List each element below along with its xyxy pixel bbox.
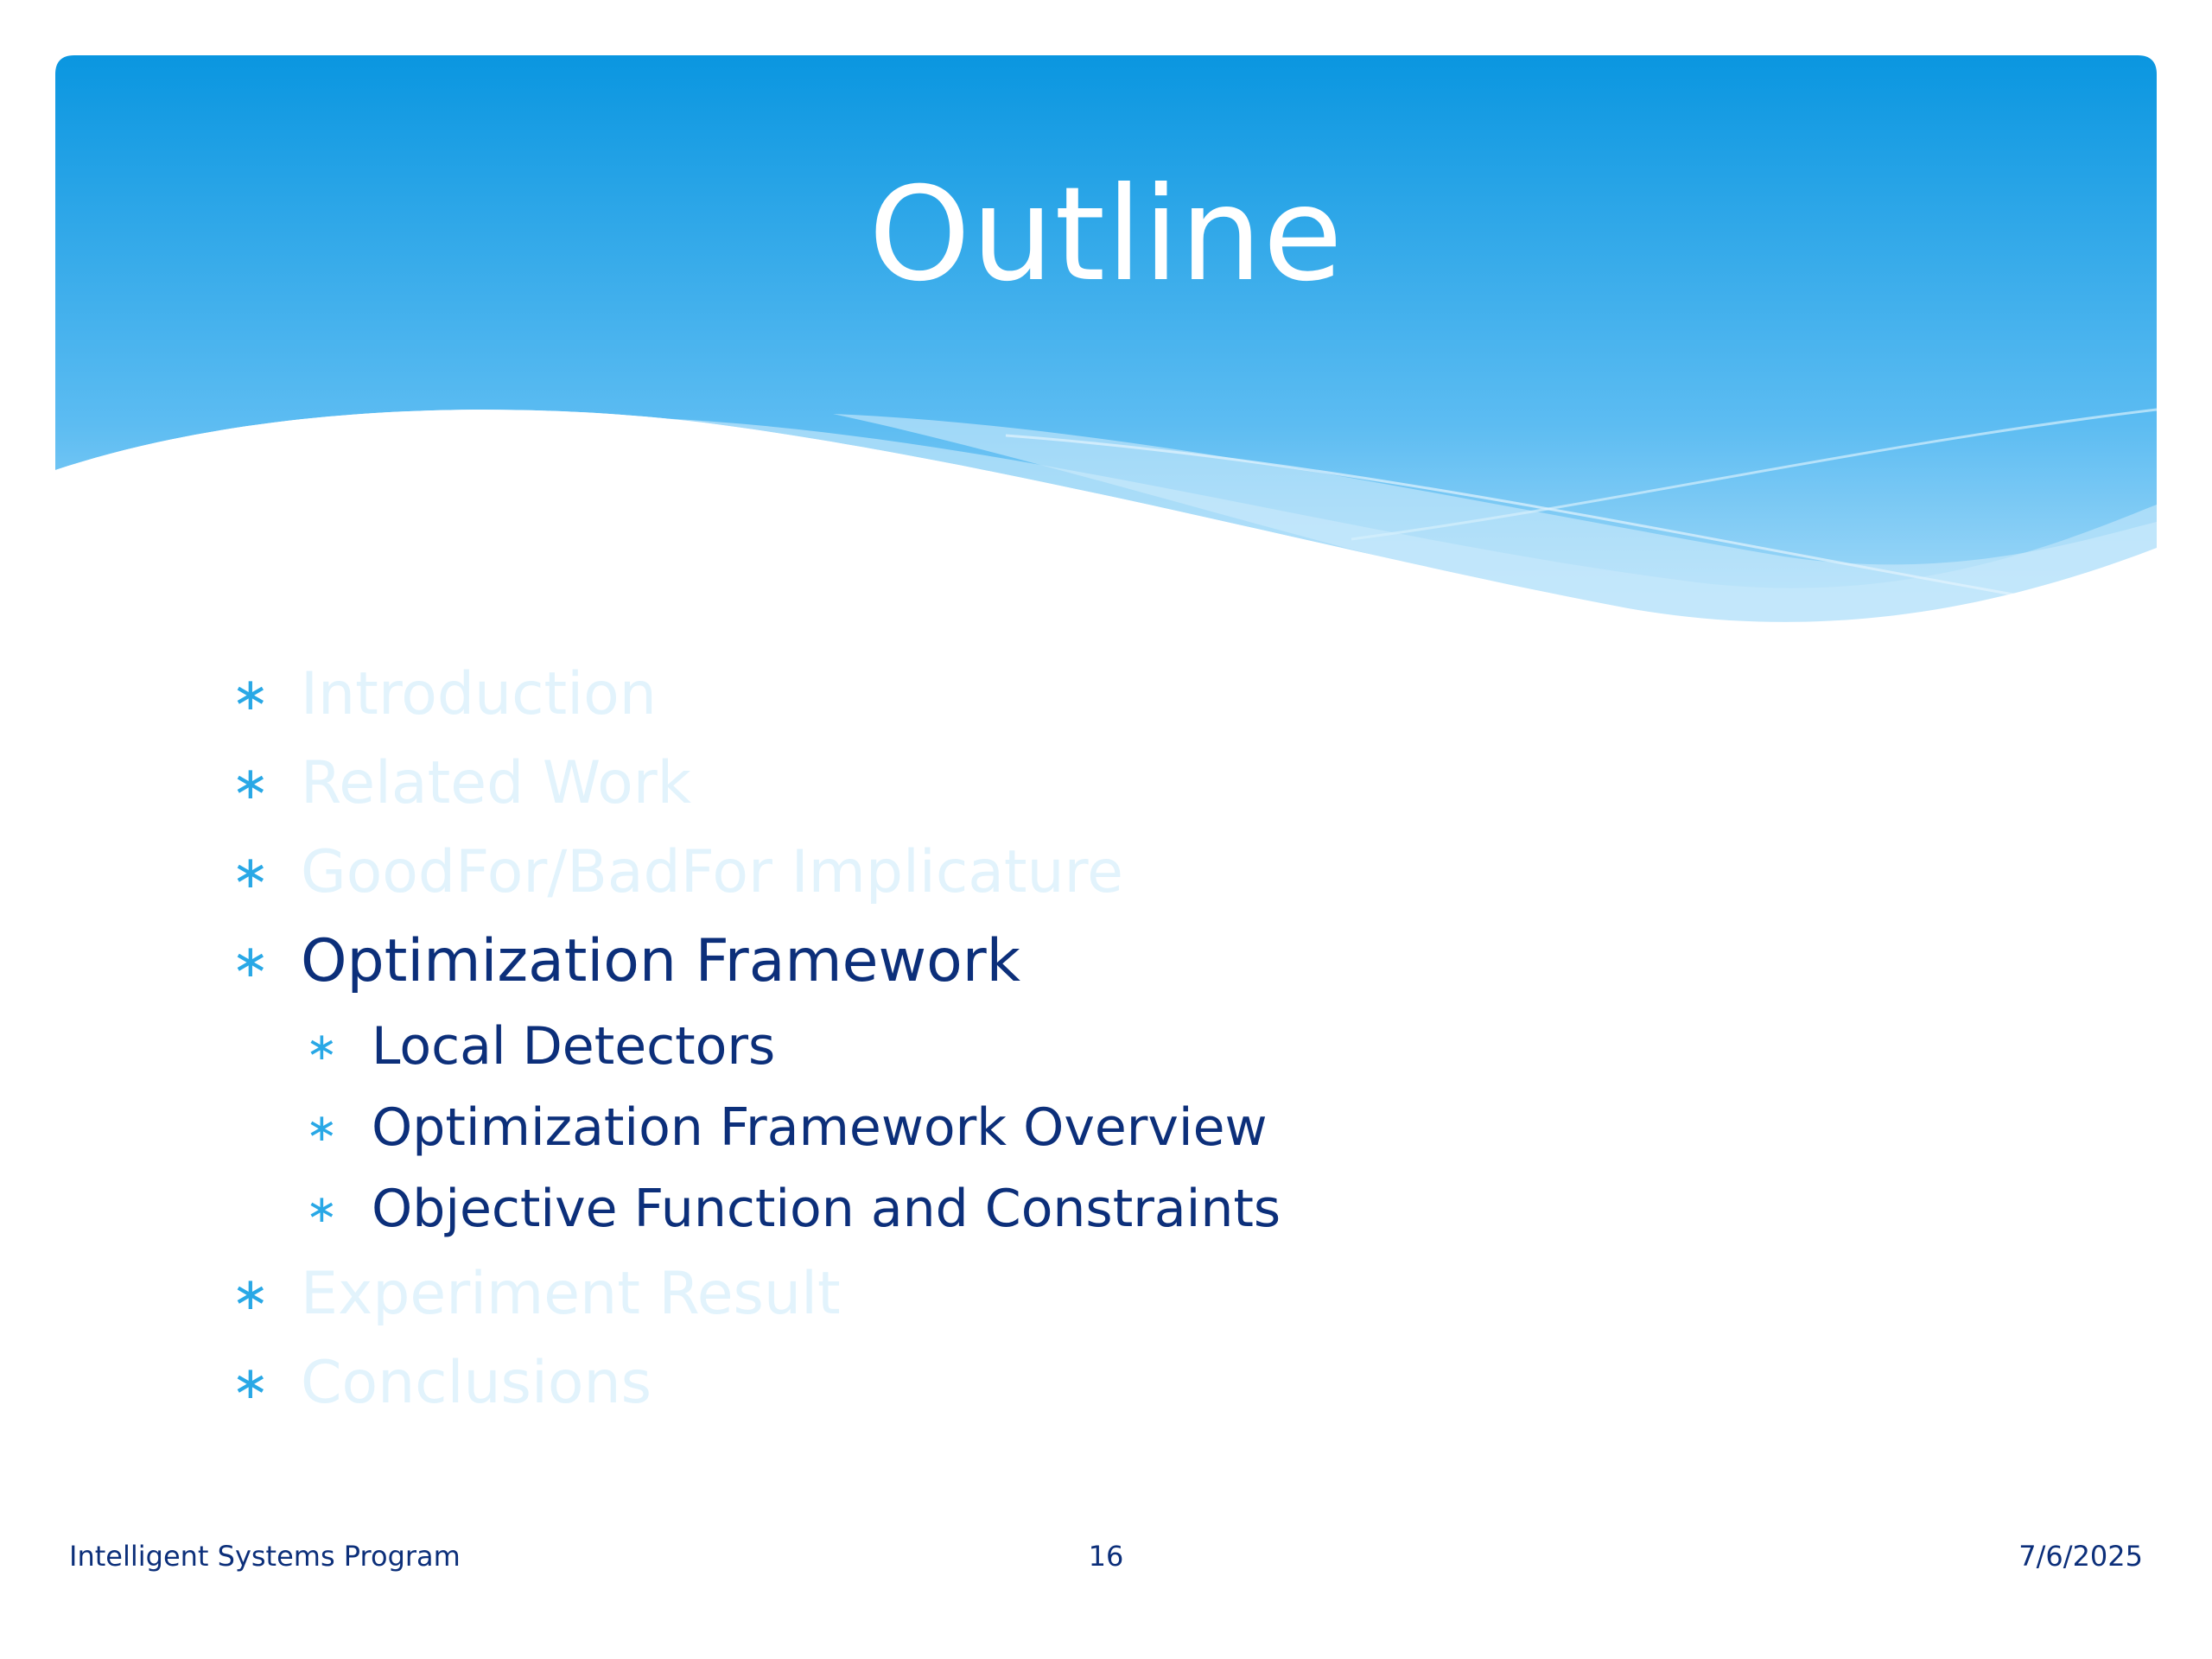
bullet-text: Experiment Result	[301, 1260, 841, 1328]
sub-bullet-local-detectors	[232, 1006, 2046, 1087]
bullet-optimization-framework	[232, 917, 2046, 1006]
bullet-experiment-result	[232, 1249, 2046, 1338]
bullet-text: GoodFor/BadFor Implicature	[301, 838, 1123, 906]
sub-bullet-framework-overview	[232, 1087, 2046, 1168]
bullet-goodfor-badfor	[232, 828, 2046, 917]
header-wave-graphic	[55, 55, 2157, 626]
asterisk-bullet-icon: ∗	[232, 757, 270, 810]
asterisk-bullet-icon: ∗	[232, 1357, 270, 1409]
slide-title: Outline	[868, 160, 1344, 310]
footer-date: 7/6/2025	[2018, 1540, 2143, 1573]
sub-bullet-text: Local Detectors	[372, 1016, 776, 1077]
bullet-conclusions	[232, 1338, 2046, 1427]
bullet-introduction	[232, 650, 2046, 739]
bullet-text: Conclusions	[301, 1349, 652, 1417]
bullet-text: Related Work	[301, 749, 692, 817]
sub-bullet-objective-function	[232, 1168, 2046, 1249]
asterisk-bullet-icon: ∗	[306, 1024, 338, 1069]
asterisk-bullet-icon: ∗	[232, 668, 270, 721]
asterisk-bullet-icon: ∗	[232, 935, 270, 988]
bullet-text: Optimization Framework	[301, 927, 1021, 995]
footer-program-name: Intelligent Systems Program	[69, 1540, 461, 1573]
sub-bullet-text: Objective Function and Constraints	[372, 1179, 1281, 1239]
bullet-related-work	[232, 739, 2046, 828]
bullet-text: Introduction	[301, 660, 657, 728]
asterisk-bullet-icon: ∗	[232, 846, 270, 899]
asterisk-bullet-icon: ∗	[306, 1186, 338, 1231]
asterisk-bullet-icon: ∗	[232, 1268, 270, 1320]
header-banner	[55, 55, 2157, 626]
outline-list	[232, 650, 2046, 1427]
sub-bullet-text: Optimization Framework Overview	[372, 1097, 1268, 1158]
footer-page-number: 16	[1088, 1540, 1124, 1573]
asterisk-bullet-icon: ∗	[306, 1105, 338, 1150]
